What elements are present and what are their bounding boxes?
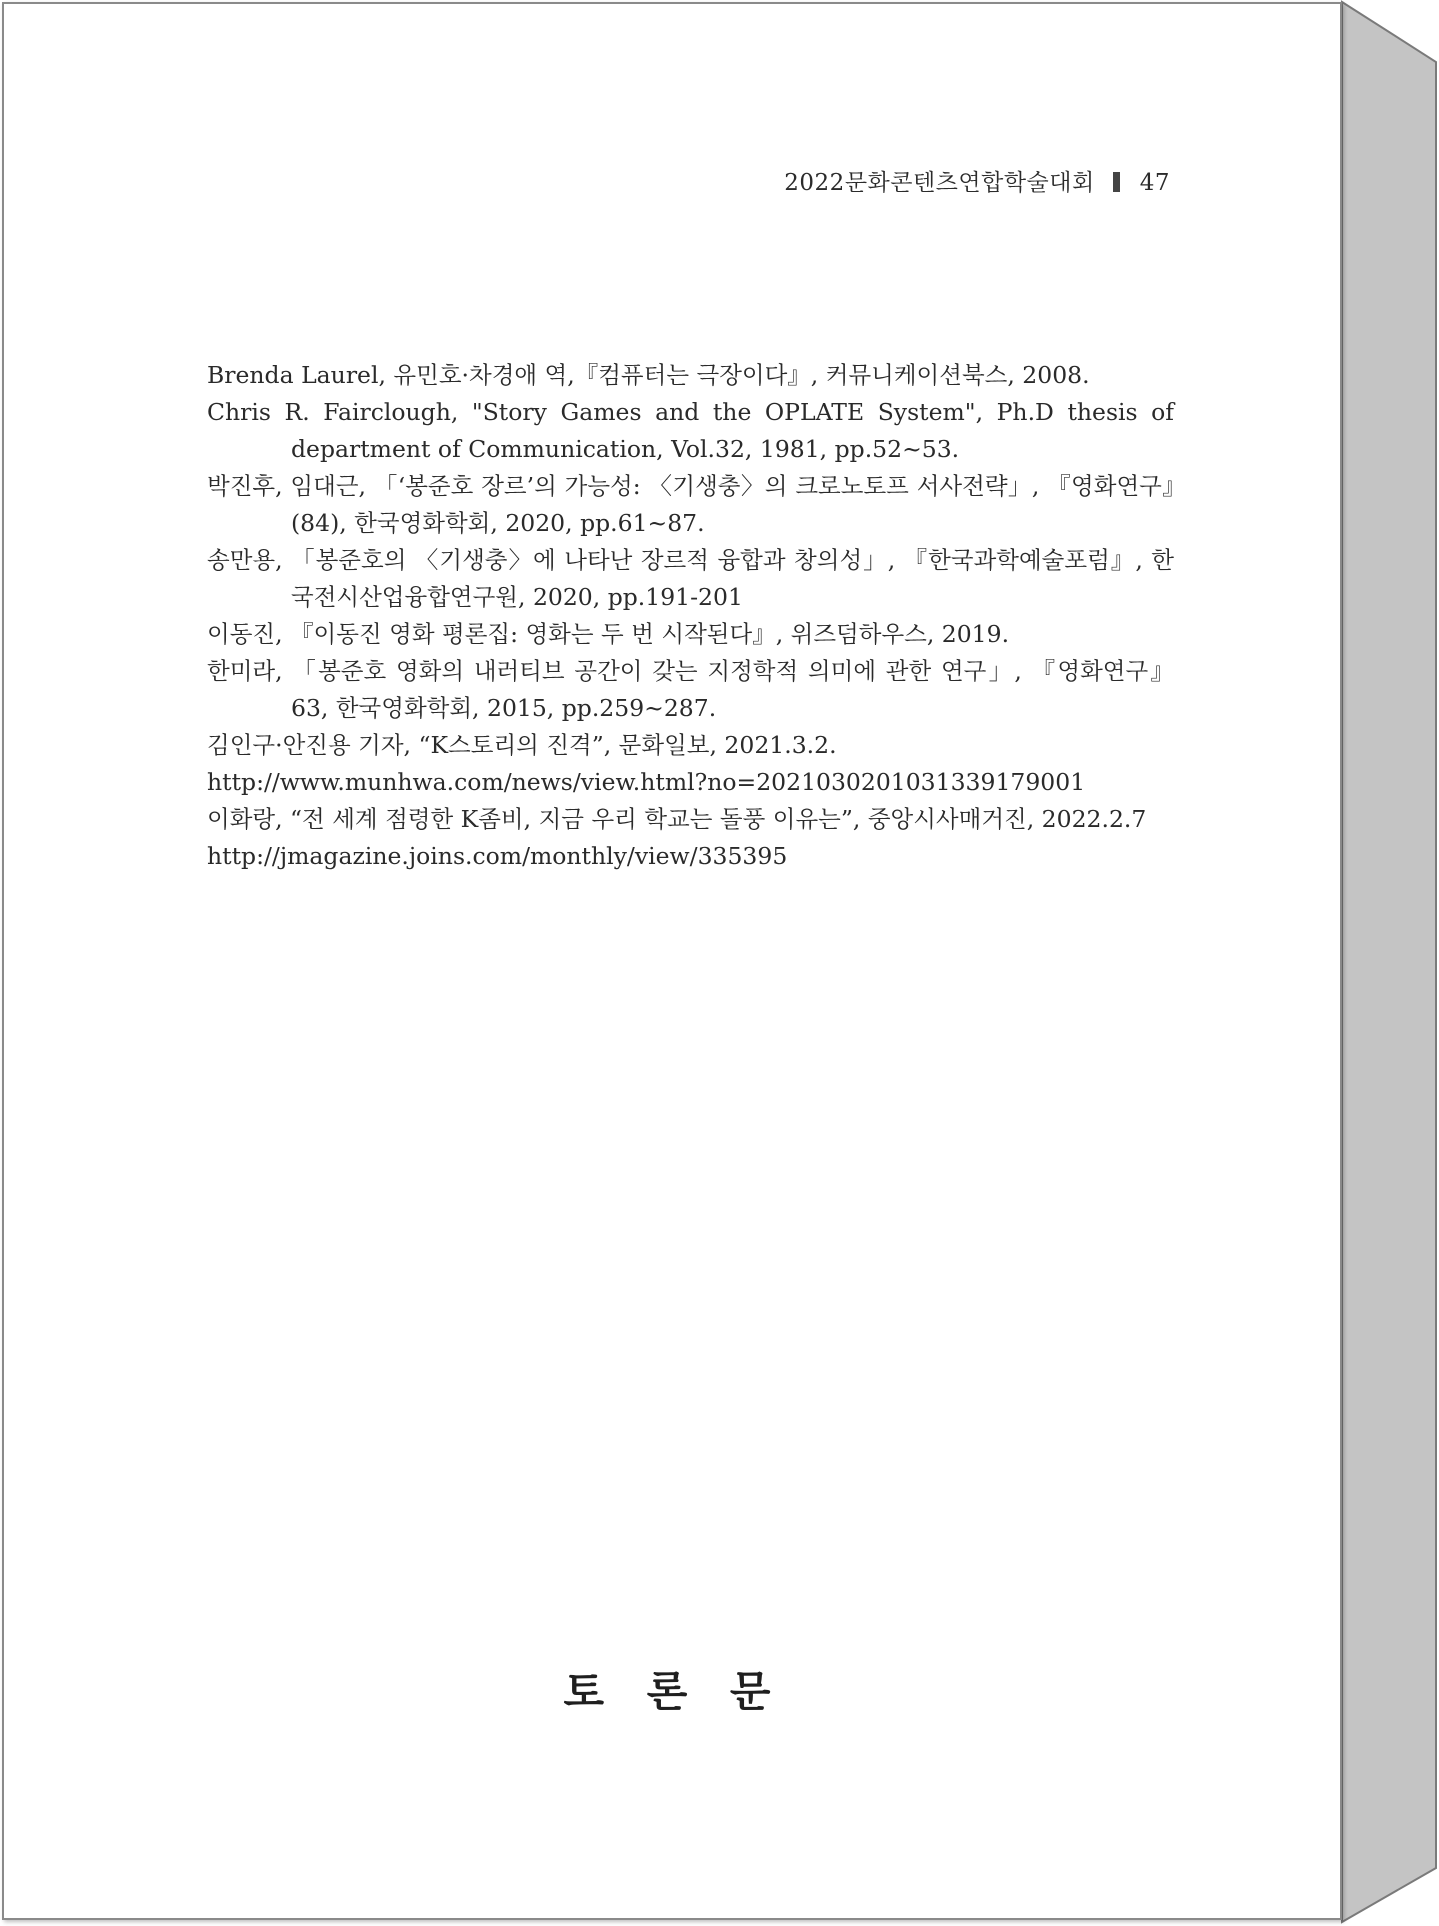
reference-item: Brenda Laurel, 유민호·차경애 역,『컴퓨터는 극장이다』, 커뮤니케이션북스, 2008. bbox=[207, 361, 1090, 389]
document-page bbox=[2, 2, 1342, 1920]
reference-url: http://jmagazine.joins.com/monthly/view/335395 bbox=[207, 842, 788, 870]
reference-item: 이동진, 『이동진 영화 평론집: 영화는 두 번 시작된다』, 위즈덤하우스, 2019. bbox=[207, 620, 1010, 648]
reference-item: 송만용, 「봉준호의 〈기생충〉에 나타난 장르적 융합과 창의성」, 『한국과학예술포럼』, 한국전시산업융합연구원, 2020, pp.191-201 bbox=[207, 546, 1174, 611]
running-header bbox=[784, 164, 1170, 197]
reference-item: 이화랑, “전 세계 점령한 K좀비, 지금 우리 학교는 돌풍 이유는”, 중앙시사매거진, 2022.2.7 bbox=[207, 805, 1147, 833]
reference-item: 한미라, 「봉준호 영화의 내러티브 공간이 갖는 지정학적 의미에 관한 연구」, 『영화연구』63, 한국영화학회, 2015, pp.259~287. bbox=[207, 657, 1174, 722]
reference-list bbox=[207, 357, 1174, 875]
reference-item: 박진후, 임대근, 「‘봉준호 장르’의 가능성: 〈기생충〉의 크로노토프 서사전략」, 『영화연구』(84), 한국영화학회, 2020, pp.61~87. bbox=[207, 472, 1174, 537]
reference-item: Chris R. Fairclough, "Story Games and the OPLATE System", Ph.D thesis of department of Communication, Vol.32, 1981, pp.52~53. bbox=[207, 398, 1174, 463]
section-title: 토 론 문 bbox=[563, 1667, 785, 1716]
page-number: 47 bbox=[1139, 170, 1170, 196]
reference-item: 김인구·안진용 기자, “K스토리의 진격”, 문화일보, 2021.3.2. bbox=[207, 731, 837, 759]
header-separator-bar bbox=[1113, 172, 1120, 192]
running-title: 2022문화콘텐츠연합학술대회 bbox=[784, 170, 1095, 196]
reference-url: http://www.munhwa.com/news/view.html?no=2021030201031339179001 bbox=[207, 768, 1086, 796]
